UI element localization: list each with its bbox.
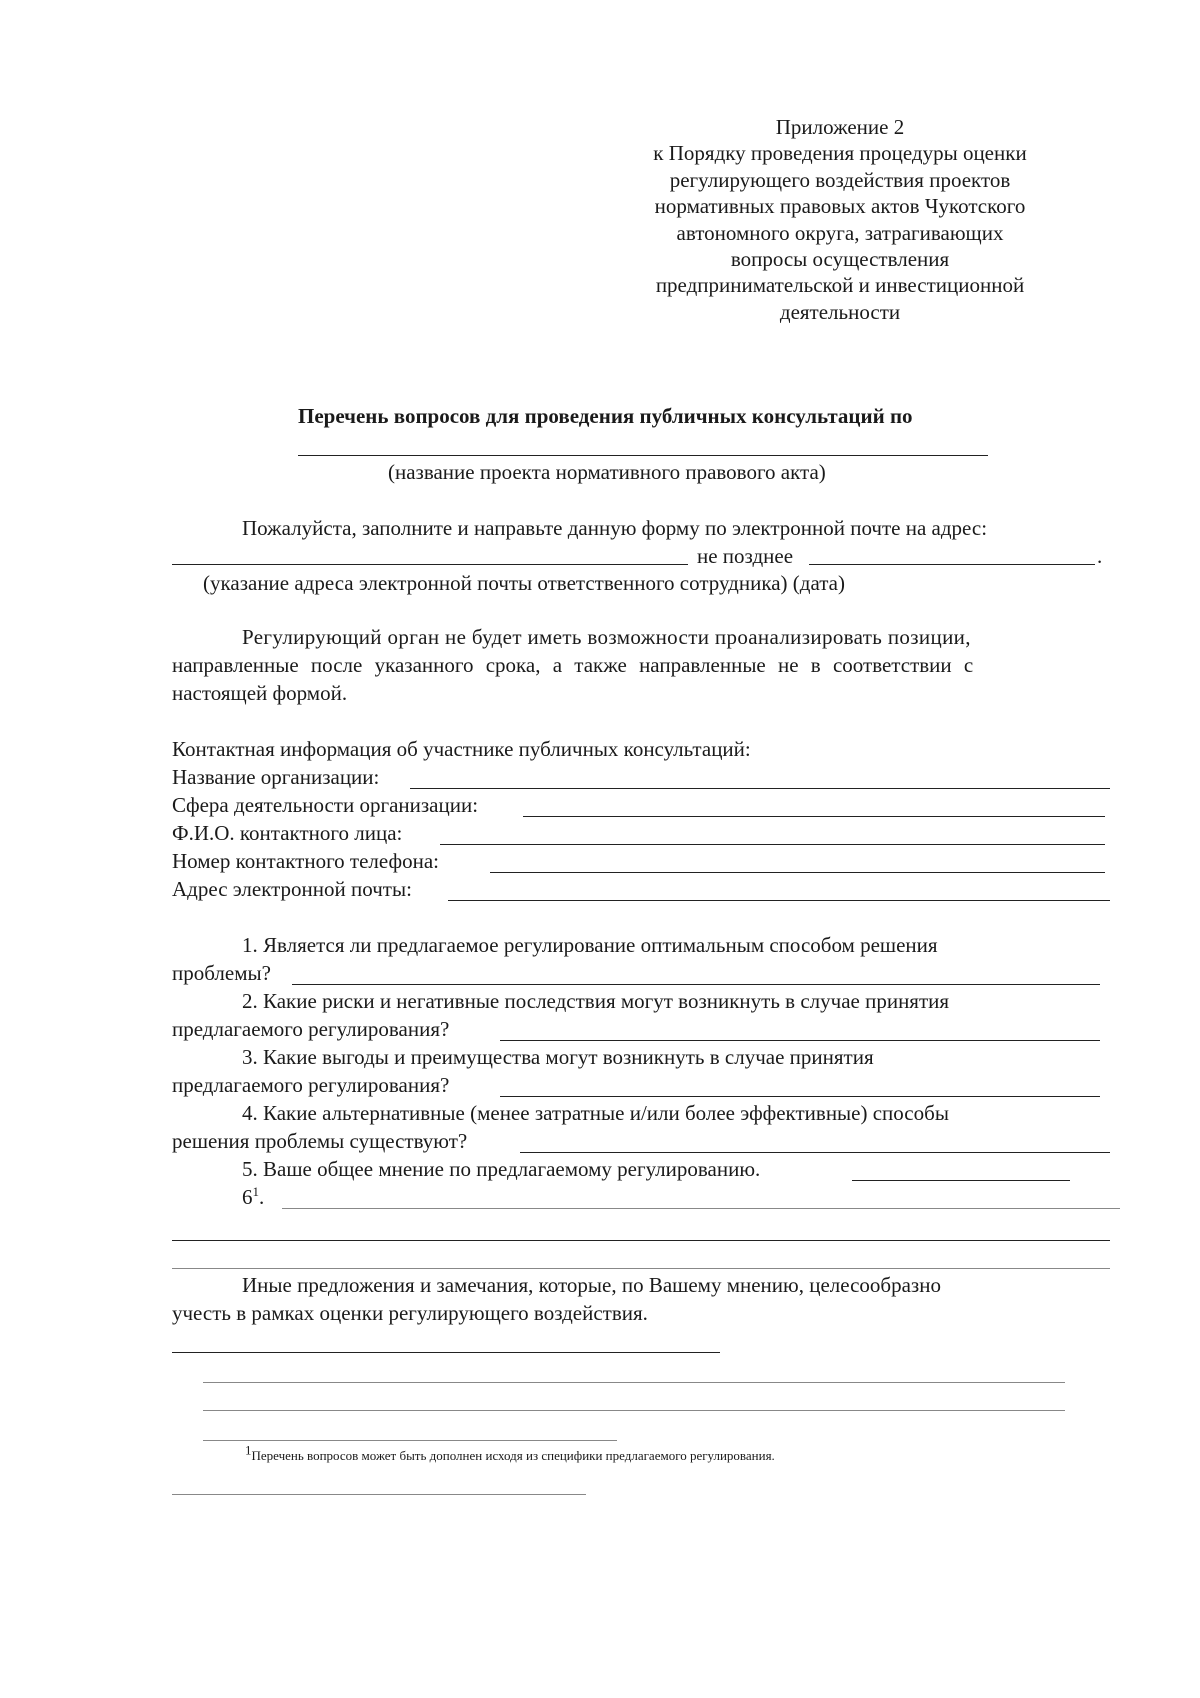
question-4-text: 4. Какие альтернативные (менее затратные и/или более эффективные) способы xyxy=(242,1101,949,1125)
org-sphere-label: Сфера деятельности организации: xyxy=(172,793,479,817)
question-3-text: 3. Какие выгоды и преимущества могут возникнуть в случае принятия xyxy=(242,1045,874,1069)
appendix-line: автономного округа, затрагивающих xyxy=(676,220,1004,245)
notice-line-1: Регулирующий орган не будет иметь возможности проанализировать позиции, xyxy=(242,625,971,649)
other-answer[interactable] xyxy=(172,1352,720,1353)
question-3-text-cont: предлагаемого регулирования? xyxy=(172,1073,450,1097)
phone-field[interactable] xyxy=(490,872,1105,873)
org-sphere-field[interactable] xyxy=(523,816,1105,817)
question-6-text xyxy=(242,1184,264,1210)
other-answer-cont[interactable] xyxy=(203,1382,1065,1383)
deadline-label: не позднее xyxy=(697,544,794,568)
other-answer-cont-2[interactable] xyxy=(203,1410,1065,1411)
appendix-line: деятельности xyxy=(779,299,901,324)
request-text: Пожалуйста, заполните и направьте данную форму по электронной почте на адрес: xyxy=(242,516,988,540)
act-name-hint: (название проекта нормативного правового акта) xyxy=(388,460,826,484)
question-5-answer[interactable] xyxy=(852,1180,1070,1181)
notice-line-3: настоящей формой. xyxy=(172,681,348,705)
question-2-text: 2. Какие риски и негативные последствия могут возникнуть в случае принятия xyxy=(242,989,950,1013)
question-6-answer-cont-2[interactable] xyxy=(172,1268,1110,1269)
other-text: Иные предложения и замечания, которые, по Вашему мнению, целесообразно xyxy=(242,1273,941,1297)
deadline-period: . xyxy=(1097,544,1103,568)
deadline-blank[interactable] xyxy=(809,564,1095,565)
email-blank[interactable] xyxy=(172,564,688,565)
question-3-answer[interactable] xyxy=(500,1096,1100,1097)
appendix-line: предпринимательской и инвестиционной xyxy=(655,273,1025,298)
appendix-header xyxy=(640,114,1040,325)
footnote-mark: 1 xyxy=(245,1442,252,1458)
question-6-answer[interactable] xyxy=(282,1208,1120,1209)
question-1-answer[interactable] xyxy=(292,984,1100,985)
contact-heading: Контактная информация об участнике публичных консультаций: xyxy=(172,737,751,761)
org-name-label: Название организации: xyxy=(172,765,380,789)
footnote-text: Перечень вопросов может быть дополнен исходя из специфики предлагаемого регулирования. xyxy=(251,1448,775,1463)
notice-line-2: направленные после указанного срока, а также направленные не в соответствии с xyxy=(172,653,974,677)
question-2-text-cont: предлагаемого регулирования? xyxy=(172,1017,450,1041)
question-2-answer[interactable] xyxy=(500,1040,1100,1041)
request-hint: (указание адреса электронной почты ответственного сотрудника) (дата) xyxy=(203,571,845,595)
footnote xyxy=(245,1442,775,1464)
act-name-blank[interactable] xyxy=(298,455,988,456)
question-6-number: 6 xyxy=(242,1185,253,1209)
question-6-answer-cont[interactable] xyxy=(172,1240,1110,1241)
appendix-line: нормативных правовых актов Чукотского xyxy=(654,194,1026,219)
question-6-dot: . xyxy=(259,1185,265,1209)
footnote-ref: 1 xyxy=(252,1184,259,1199)
contact-person-field[interactable] xyxy=(440,844,1105,845)
phone-label: Номер контактного телефона: xyxy=(172,849,439,873)
email-field[interactable] xyxy=(448,900,1110,901)
appendix-line: Приложение 2 xyxy=(775,115,905,139)
org-name-field[interactable] xyxy=(410,788,1110,789)
question-5-text: 5. Ваше общее мнение по предлагаемому регулированию. xyxy=(242,1157,761,1181)
question-1-text: 1. Является ли предлагаемое регулирование оптимальным способом решения xyxy=(242,933,938,957)
email-label: Адрес электронной почты: xyxy=(172,877,412,901)
appendix-line: вопросы осуществления xyxy=(730,247,950,272)
question-4-text-cont: решения проблемы существуют? xyxy=(172,1129,468,1153)
contact-person-label: Ф.И.О. контактного лица: xyxy=(172,821,403,845)
footnote-separator xyxy=(203,1440,617,1441)
question-4-answer[interactable] xyxy=(520,1152,1110,1153)
footer-rule xyxy=(172,1494,586,1495)
question-1-text-cont: проблемы? xyxy=(172,961,271,985)
appendix-line: к Порядку проведения процедуры оценки xyxy=(653,141,1027,166)
appendix-line: регулирующего воздействия проектов xyxy=(669,167,1011,192)
page-title: Перечень вопросов для проведения публичных консультаций по xyxy=(298,404,913,428)
other-text-cont: учесть в рамках оценки регулирующего воздействия. xyxy=(172,1301,648,1325)
